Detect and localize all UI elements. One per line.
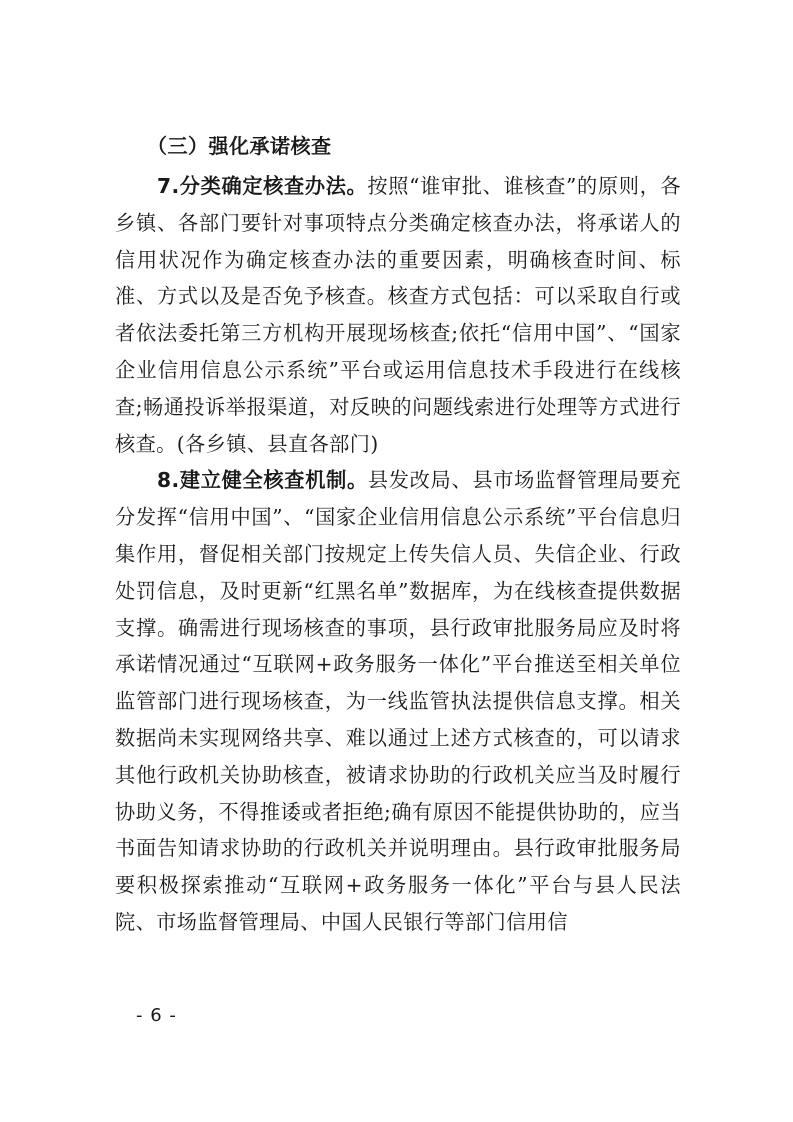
paragraph-8-lead: 8.建立健全核查机制。 [157, 468, 368, 493]
paragraph-8 [115, 462, 681, 940]
paragraph-7 [115, 168, 681, 462]
page-number: - 6 - [136, 1005, 177, 1026]
paragraph-8-body: 县发改局、县市场监督管理局要充分发挥“信用中国”、“国家企业信用信息公示系统”平台信息归集作用，督促相关部门按规定上传失信人员、失信企业、行政处罚信息，及时更新“红黑名单”数据库，为在线核查提供数据支撑。确需进行现场核查的事项，县行政审批服务局应及时将承诺情况通过“互联网+政务服务一体化”平台推送至相关单位监管部门进行现场核查，为一线监管执法提供信息支撑。相关数据尚未实现网络共享、难以通过上述方式核查的，可以请求其他行政机关协助核查，被请求协助的行政机关应当及时履行协助义务，不得推诿或者拒绝;确有原因不能提供协助的，应当书面告知请求协助的行政机关并说明理由。县行政审批服务局要积极探索推动“互联网+政务服务一体化”平台与县人民法院、市场监督管理局、中国人民银行等部门信用信 [115, 468, 681, 934]
section-heading: （三）强化承诺核查 [147, 134, 332, 158]
paragraph-7-lead: 7.分类确定核查办法。 [157, 174, 368, 198]
document-page [115, 124, 681, 941]
paragraph-7-body: 按照“谁审批、谁核查”的原则，各乡镇、各部门要针对事项特点分类确定核查办法，将承诺人的信用状况作为确定核查办法的重要因素，明确核查时间、标准、方式以及是否免予核查。核查方式包括：可以采取自行或者依法委托第三方机构开展现场核查;依托“信用中国”、“国家企业信用信息公示系统”平台或运用信息技术手段进行在线核查;畅通投诉举报渠道，对反映的问题线索进行处理等方式进行核查。(各乡镇、县直各部门) [115, 174, 681, 456]
